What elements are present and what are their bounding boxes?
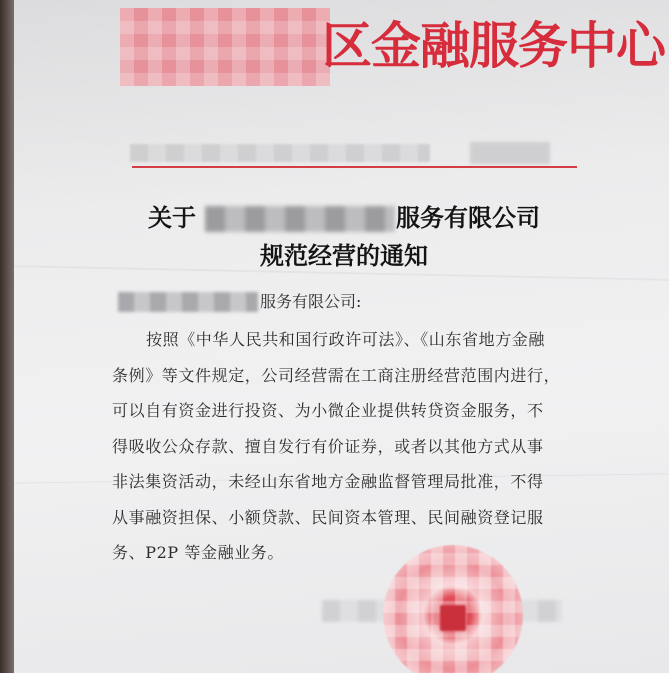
letterhead-title: 区金融服务中心 xyxy=(322,16,665,75)
body-line: 可以自有资金进行投资、为小微企业提供转贷资金服务，不 xyxy=(112,401,544,420)
body-line: 非法集资活动，未经山东省地方金融监督管理局批准，不得 xyxy=(112,472,544,491)
notice-title-prefix: 关于 xyxy=(148,203,196,232)
body-line: 从事融资担保、小额贷款、民间资本管理、民间融资登记服 xyxy=(112,507,544,527)
redacted-document-number xyxy=(470,142,550,164)
body-line: 务、P2P 等金融业务。 xyxy=(112,543,284,562)
notice-body xyxy=(112,322,582,571)
redacted-org-name xyxy=(120,8,330,86)
notice-title-suffix: 服务有限公司 xyxy=(396,203,540,232)
notice-title-line2: 规范经营的通知 xyxy=(260,241,428,270)
seal-center-icon xyxy=(440,605,466,631)
letterhead-divider xyxy=(132,166,577,168)
body-line: 条例》等文件规定，公司经营需在工商注册经营范围内进行， xyxy=(112,365,561,385)
body-line: 得吸收公众存款、擅自发行有价证券，或者以其他方式从事 xyxy=(112,436,544,456)
body-line: 按照《中华人民共和国行政许可法》、《山东省地方金融 xyxy=(146,330,546,349)
redacted-addressee xyxy=(118,292,258,312)
redacted-document-number xyxy=(130,144,430,162)
addressee-text: 服务有限公司: xyxy=(260,292,362,311)
redacted-company-name xyxy=(205,206,395,232)
